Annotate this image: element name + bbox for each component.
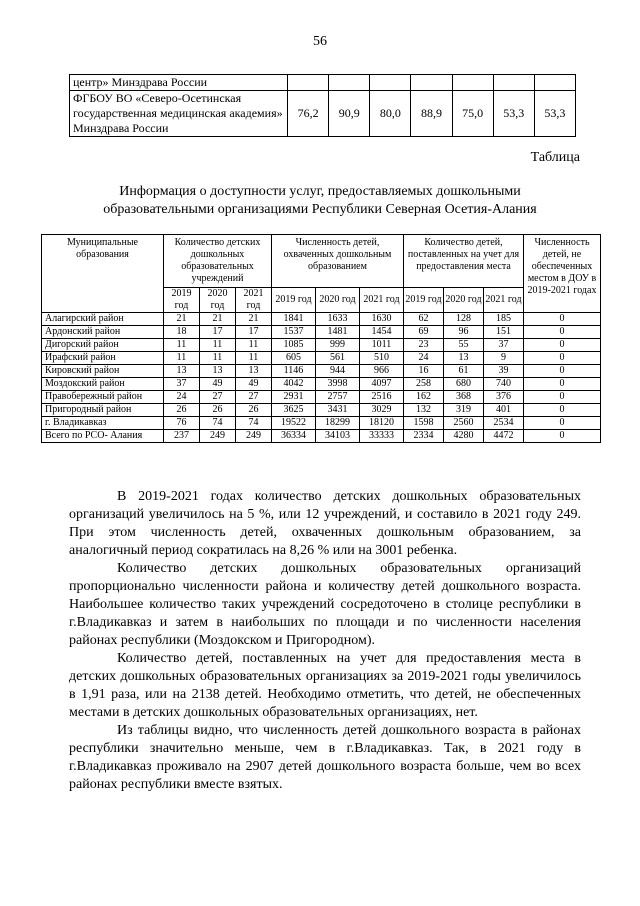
table-cell: 17 [200, 326, 236, 339]
table-cell: 1598 [404, 417, 444, 430]
table-cell: 401 [484, 404, 524, 417]
table-cell: 2757 [316, 391, 360, 404]
table-cell: 34103 [316, 430, 360, 443]
table-cell: 319 [444, 404, 484, 417]
table-cell [493, 75, 534, 91]
table-cell: 0 [524, 339, 601, 352]
year-header: 2019 год [164, 288, 200, 313]
municipality-name: Дигорский район [42, 339, 164, 352]
table-cell: 96 [444, 326, 484, 339]
table-cell: 3431 [316, 404, 360, 417]
header-unprovided: Численность детей, не обеспеченных местом в ДОУ в 2019-2021 годах [524, 235, 601, 313]
table-cell: 18299 [316, 417, 360, 430]
year-header: 2021 год [484, 288, 524, 313]
table-row [42, 378, 601, 391]
table-cell: 2534 [484, 417, 524, 430]
table-cell: 11 [164, 352, 200, 365]
table-cell: 561 [316, 352, 360, 365]
table-cell: 13 [200, 365, 236, 378]
table-cell: 24 [164, 391, 200, 404]
table-cell: 55 [444, 339, 484, 352]
table-cell: 1537 [272, 326, 316, 339]
body-text [69, 488, 581, 794]
table-cell: 37 [484, 339, 524, 352]
table-cell: 19522 [272, 417, 316, 430]
institution-name: ФГБОУ ВО «Северо-Осетинская государственная медицинская академия» Минздрава России [70, 91, 288, 137]
table-cell: 88,9 [411, 91, 452, 137]
table-row [42, 404, 601, 417]
table-cell: 13 [164, 365, 200, 378]
table-cell: 11 [236, 352, 272, 365]
table-cell: 1633 [316, 313, 360, 326]
table-cell: 510 [360, 352, 404, 365]
table-cell: 13 [444, 352, 484, 365]
table-cell [411, 75, 452, 91]
table-cell: 3029 [360, 404, 404, 417]
year-header: 2020 год [444, 288, 484, 313]
table-cell: 4280 [444, 430, 484, 443]
table-cell: 3998 [316, 378, 360, 391]
year-header: 2020 год [316, 288, 360, 313]
table-row [70, 75, 576, 91]
top-table [69, 74, 576, 137]
paragraph: В 2019-2021 годах количество детских дошкольных образовательных организаций увеличилось на 5 %, или 12 учреждений, и составило в 2021 году 249. При этом численность детей, охваченных дошкольным образованием, за аналогичный период сократилась на 8,26 % или на 3001 ребенка. [69, 489, 581, 558]
table-cell: 1630 [360, 313, 404, 326]
table-cell: 69 [404, 326, 444, 339]
table-cell: 966 [360, 365, 404, 378]
table-cell: 49 [236, 378, 272, 391]
table-cell: 0 [524, 404, 601, 417]
table-cell: 26 [164, 404, 200, 417]
table-cell: 3625 [272, 404, 316, 417]
table-cell: 27 [200, 391, 236, 404]
table-cell: 11 [236, 339, 272, 352]
municipality-name: г. Владикавказ [42, 417, 164, 430]
table-cell: 185 [484, 313, 524, 326]
table-cell: 13 [236, 365, 272, 378]
municipality-name: Пригородный район [42, 404, 164, 417]
table-cell: 0 [524, 378, 601, 391]
table-cell: 26 [236, 404, 272, 417]
municipality-name: Правобережный район [42, 391, 164, 404]
municipality-name: Ирафский район [42, 352, 164, 365]
table-cell: 33333 [360, 430, 404, 443]
paragraph: Из таблицы видно, что численность детей дошкольного возраста в районах республики значительно меньше, чем в г.Владикавказ. Так, в 2021 году в г.Владикавказ проживало на 2907 детей дошкольного возраста больше, чем во всех районах республики вместе взятых. [69, 723, 581, 792]
table-row [42, 352, 601, 365]
header-municipal: Муниципальные образования [42, 235, 164, 313]
table-cell: 944 [316, 365, 360, 378]
municipality-name: Ардонский район [42, 326, 164, 339]
table-title-line1: Информация о доступности услуг, предоставляемых дошкольными [119, 184, 521, 199]
table-cell: 18 [164, 326, 200, 339]
year-header: 2019 год [272, 288, 316, 313]
municipality-name: Кировский район [42, 365, 164, 378]
table-row [42, 430, 601, 443]
table-cell: 18120 [360, 417, 404, 430]
paragraph: Количество детей, поставленных на учет для предоставления места в детских дошкольных образовательных организациях за 2019-2021 годы увеличилось в 1,91 раза, или на 2138 детей. Необходимо отметить, что детей, не обеспеченных местами в детских дошкольных образовательных организациях, нет. [69, 651, 581, 720]
table-cell: 151 [484, 326, 524, 339]
table-cell: 1454 [360, 326, 404, 339]
table-cell: 132 [404, 404, 444, 417]
table-cell: 4097 [360, 378, 404, 391]
table-cell: 2334 [404, 430, 444, 443]
table-cell: 76 [164, 417, 200, 430]
table-cell [452, 75, 493, 91]
table-cell: 376 [484, 391, 524, 404]
table-cell: 11 [164, 339, 200, 352]
table-cell: 0 [524, 352, 601, 365]
year-header: 2019 год [404, 288, 444, 313]
table-cell: 11 [200, 339, 236, 352]
municipality-name: Моздокский район [42, 378, 164, 391]
table-cell: 4042 [272, 378, 316, 391]
table-cell: 0 [524, 391, 601, 404]
table-cell: 162 [404, 391, 444, 404]
table-cell: 1146 [272, 365, 316, 378]
year-header: 2020 год [200, 288, 236, 313]
main-table [41, 234, 601, 443]
table-cell: 1011 [360, 339, 404, 352]
table-cell: 62 [404, 313, 444, 326]
table-cell: 16 [404, 365, 444, 378]
table-cell [534, 75, 575, 91]
year-header: 2021 год [236, 288, 272, 313]
table-cell: 76,2 [288, 91, 329, 137]
table-label: Таблица [530, 150, 580, 165]
table-cell: 249 [236, 430, 272, 443]
table-cell [288, 75, 329, 91]
table-cell: 237 [164, 430, 200, 443]
municipality-name: Алагирский район [42, 313, 164, 326]
table-cell: 53,3 [493, 91, 534, 137]
table-cell: 75,0 [452, 91, 493, 137]
table-row [42, 339, 601, 352]
municipality-name: Всего по РСО- Алания [42, 430, 164, 443]
table-cell: 27 [236, 391, 272, 404]
table-cell: 0 [524, 430, 601, 443]
page-number: 56 [313, 34, 327, 49]
table-cell: 21 [200, 313, 236, 326]
table-cell: 53,3 [534, 91, 575, 137]
table-cell: 2931 [272, 391, 316, 404]
table-cell: 2516 [360, 391, 404, 404]
table-cell: 999 [316, 339, 360, 352]
table-cell: 49 [200, 378, 236, 391]
header-kindergartens: Количество детских дошкольных образовательных учреждений [164, 235, 272, 288]
table-cell: 39 [484, 365, 524, 378]
table-title [0, 183, 640, 219]
table-cell: 1085 [272, 339, 316, 352]
table-cell: 61 [444, 365, 484, 378]
table-cell: 80,0 [370, 91, 411, 137]
table-cell: 740 [484, 378, 524, 391]
table-cell: 605 [272, 352, 316, 365]
table-cell: 21 [164, 313, 200, 326]
table-cell: 90,9 [329, 91, 370, 137]
table-cell: 368 [444, 391, 484, 404]
table-cell: 17 [236, 326, 272, 339]
table-cell: 37 [164, 378, 200, 391]
table-row [42, 326, 601, 339]
table-cell [370, 75, 411, 91]
header-children-queued: Количество детей, поставленных на учет для предоставления места [404, 235, 524, 288]
table-row [42, 391, 601, 404]
table-cell: 23 [404, 339, 444, 352]
institution-name: центр» Минздрава России [70, 75, 288, 91]
table-cell: 11 [200, 352, 236, 365]
table-cell: 9 [484, 352, 524, 365]
table-cell: 2560 [444, 417, 484, 430]
table-cell: 0 [524, 417, 601, 430]
table-row [42, 417, 601, 430]
table-row [42, 313, 601, 326]
table-cell: 0 [524, 313, 601, 326]
paragraph: Количество детских дошкольных образовательных организаций пропорционально численности района и количеству детей дошкольного возраста. Наибольшее количество таких учреждений сосредоточено в столице республики в г.Владикавказ и затем в наибольших по площади и по численности населения районах республики (Моздокском и Пригородном). [69, 561, 581, 648]
table-cell: 680 [444, 378, 484, 391]
table-cell: 0 [524, 326, 601, 339]
table-cell [329, 75, 370, 91]
table-row [70, 91, 576, 137]
table-row [42, 365, 601, 378]
header-children-covered: Численность детей, охваченных дошкольным образованием [272, 235, 404, 288]
table-cell: 1481 [316, 326, 360, 339]
table-cell: 74 [200, 417, 236, 430]
table-title-line2: образовательными организациями Республики Северная Осетия-Алания [103, 202, 537, 217]
year-header: 2021 год [360, 288, 404, 313]
table-cell: 21 [236, 313, 272, 326]
table-cell: 24 [404, 352, 444, 365]
table-cell: 26 [200, 404, 236, 417]
table-cell: 4472 [484, 430, 524, 443]
table-cell: 1841 [272, 313, 316, 326]
table-cell: 74 [236, 417, 272, 430]
table-cell: 128 [444, 313, 484, 326]
table-cell: 0 [524, 365, 601, 378]
table-cell: 258 [404, 378, 444, 391]
table-cell: 249 [200, 430, 236, 443]
table-cell: 36334 [272, 430, 316, 443]
